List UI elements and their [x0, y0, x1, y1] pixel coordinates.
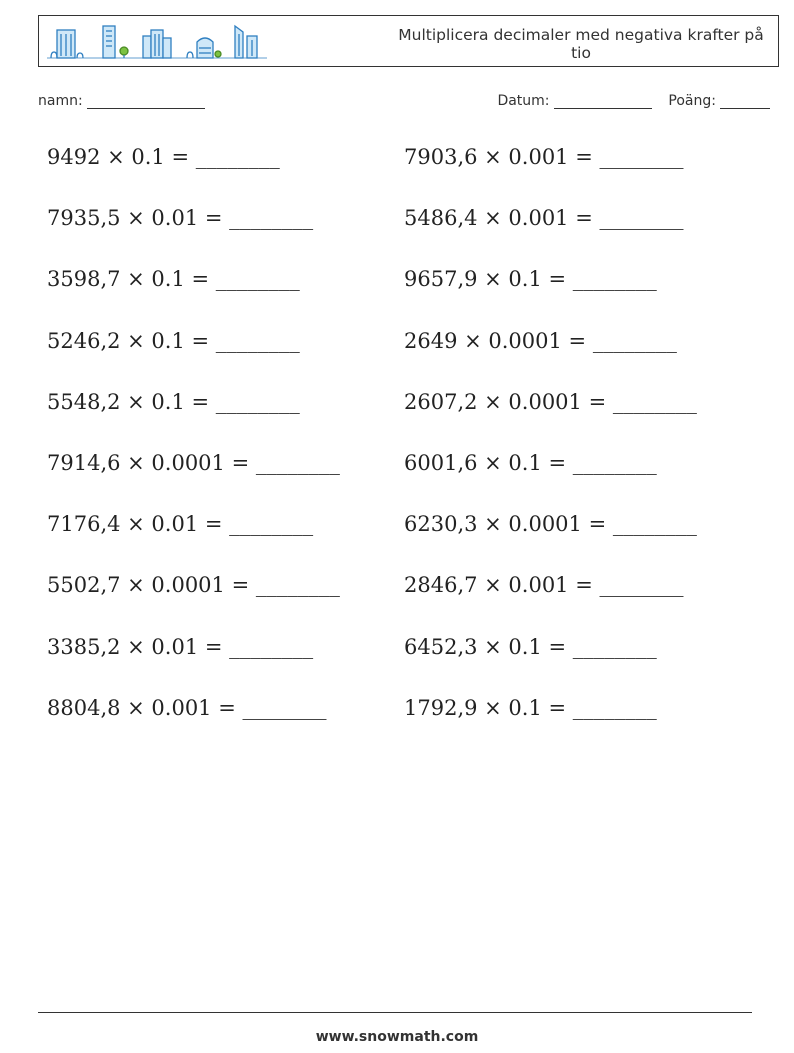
problem-item: 5246,2 × 0.1 = ________ [47, 328, 300, 353]
problem-item: 5486,4 × 0.001 = ________ [404, 206, 684, 231]
worksheet-title: Multiplicera decimaler med negativa krafter på tio [398, 26, 764, 62]
date-label: Datum: [497, 93, 550, 109]
problem-item: 7914,6 × 0.0001 = ________ [47, 451, 340, 475]
problem-item: 2649 × 0.0001 = ________ [404, 328, 677, 353]
footer-url: www.snowmath.com [315, 1029, 479, 1045]
problem-item: 3598,7 × 0.1 = ________ [47, 267, 300, 292]
problem-item: 6452,3 × 0.1 = ________ [404, 634, 657, 659]
problem-item: 7903,6 × 0.001 = ________ [404, 145, 684, 169]
problem-item: 6230,3 × 0.0001 = ________ [404, 512, 697, 537]
date-score-fields [497, 93, 770, 109]
problem-item: 7935,5 × 0.01 = ________ [47, 206, 314, 231]
problem-item: 5548,2 × 0.1 = ________ [47, 389, 300, 414]
problem-item: 9657,9 × 0.1 = ________ [404, 267, 657, 292]
name-label: namn: [38, 93, 83, 109]
problem-item: 9492 × 0.1 = ________ [47, 145, 280, 169]
date-blank [554, 94, 652, 109]
problem-item: 3385,2 × 0.01 = ________ [47, 634, 314, 659]
problem-item: 1792,9 × 0.1 = ________ [404, 695, 657, 720]
name-field [38, 93, 205, 109]
worksheet-header [38, 15, 779, 67]
problem-item: 6001,6 × 0.1 = ________ [404, 451, 657, 475]
problem-item: 2607,2 × 0.0001 = ________ [404, 389, 697, 414]
problem-item: 7176,4 × 0.01 = ________ [47, 512, 314, 537]
city-buildings-icon [47, 22, 267, 62]
name-blank [87, 94, 205, 109]
score-label: Poäng: [668, 93, 716, 109]
problem-item: 2846,7 × 0.001 = ________ [404, 573, 684, 598]
footer-divider [38, 1012, 752, 1013]
problem-item: 5502,7 × 0.0001 = ________ [47, 573, 340, 598]
problem-item: 8804,8 × 0.001 = ________ [47, 695, 327, 720]
score-blank [720, 94, 770, 109]
